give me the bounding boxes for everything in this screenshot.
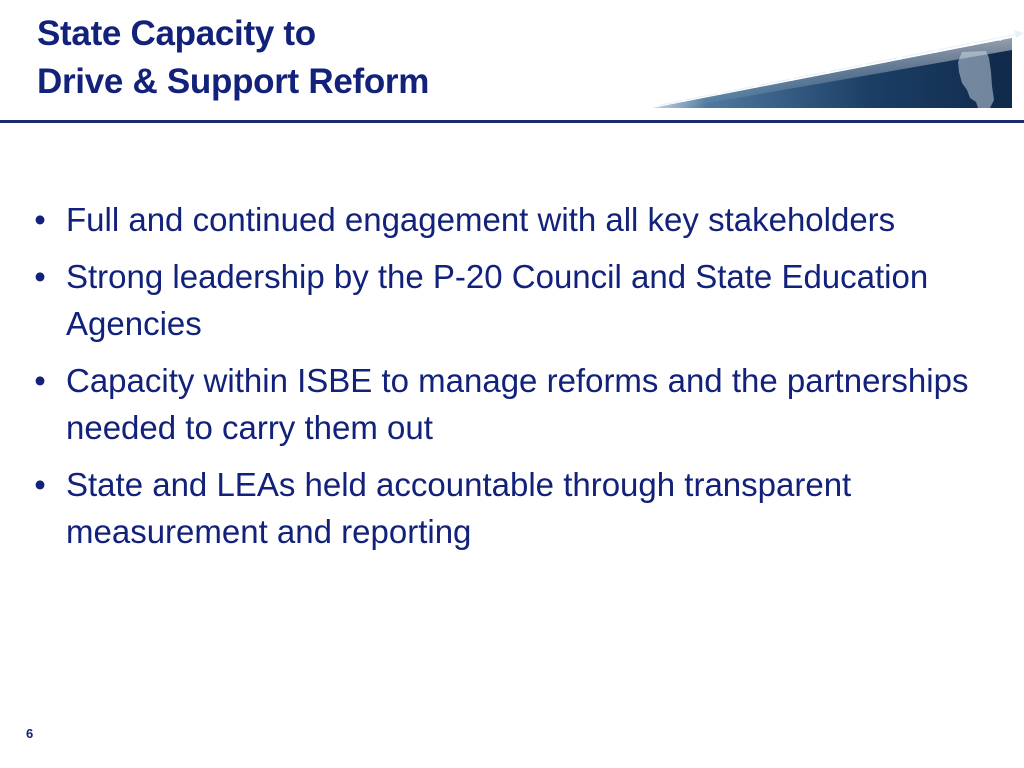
slide-title: [37, 10, 429, 106]
bullet-text: Capacity within ISBE to manage reforms and the partnerships needed to carry them out: [66, 362, 969, 446]
bullet-text: State and LEAs held accountable through transparent measurement and reporting: [66, 466, 852, 550]
ramp-dot: [754, 84, 758, 88]
ramp-dot: [718, 91, 722, 95]
illinois-map-ramp-graphic: [640, 20, 1024, 116]
ramp-dot: [998, 37, 1002, 41]
bullet-item: [30, 196, 990, 243]
bullet-list: [30, 196, 990, 565]
bullet-item: [30, 461, 990, 555]
bullet-item: [30, 357, 990, 451]
bullet-icon: •: [34, 201, 46, 238]
trend-arrow-head-icon: [1014, 30, 1024, 38]
bullet-icon: •: [34, 466, 46, 503]
ramp-dot: [682, 98, 686, 102]
ramp-dot: [862, 63, 866, 67]
bullet-text: Strong leadership by the P-20 Council and State Education Agencies: [66, 258, 929, 342]
bullet-item: [30, 253, 990, 347]
ramp-dot: [970, 42, 974, 46]
page-number: 6: [26, 726, 34, 741]
bullet-icon: •: [34, 258, 46, 295]
ramp-dot: [934, 49, 938, 53]
bullet-icon: •: [34, 362, 46, 399]
title-line-2: Drive & Support Reform: [37, 62, 430, 101]
ramp-dot: [826, 70, 830, 74]
header-divider: [0, 120, 1024, 123]
title-line-1: State Capacity to: [37, 14, 316, 53]
ramp-dot: [898, 56, 902, 60]
bullet-text: Full and continued engagement with all key stakeholders: [66, 201, 896, 238]
ramp-dot: [790, 77, 794, 81]
